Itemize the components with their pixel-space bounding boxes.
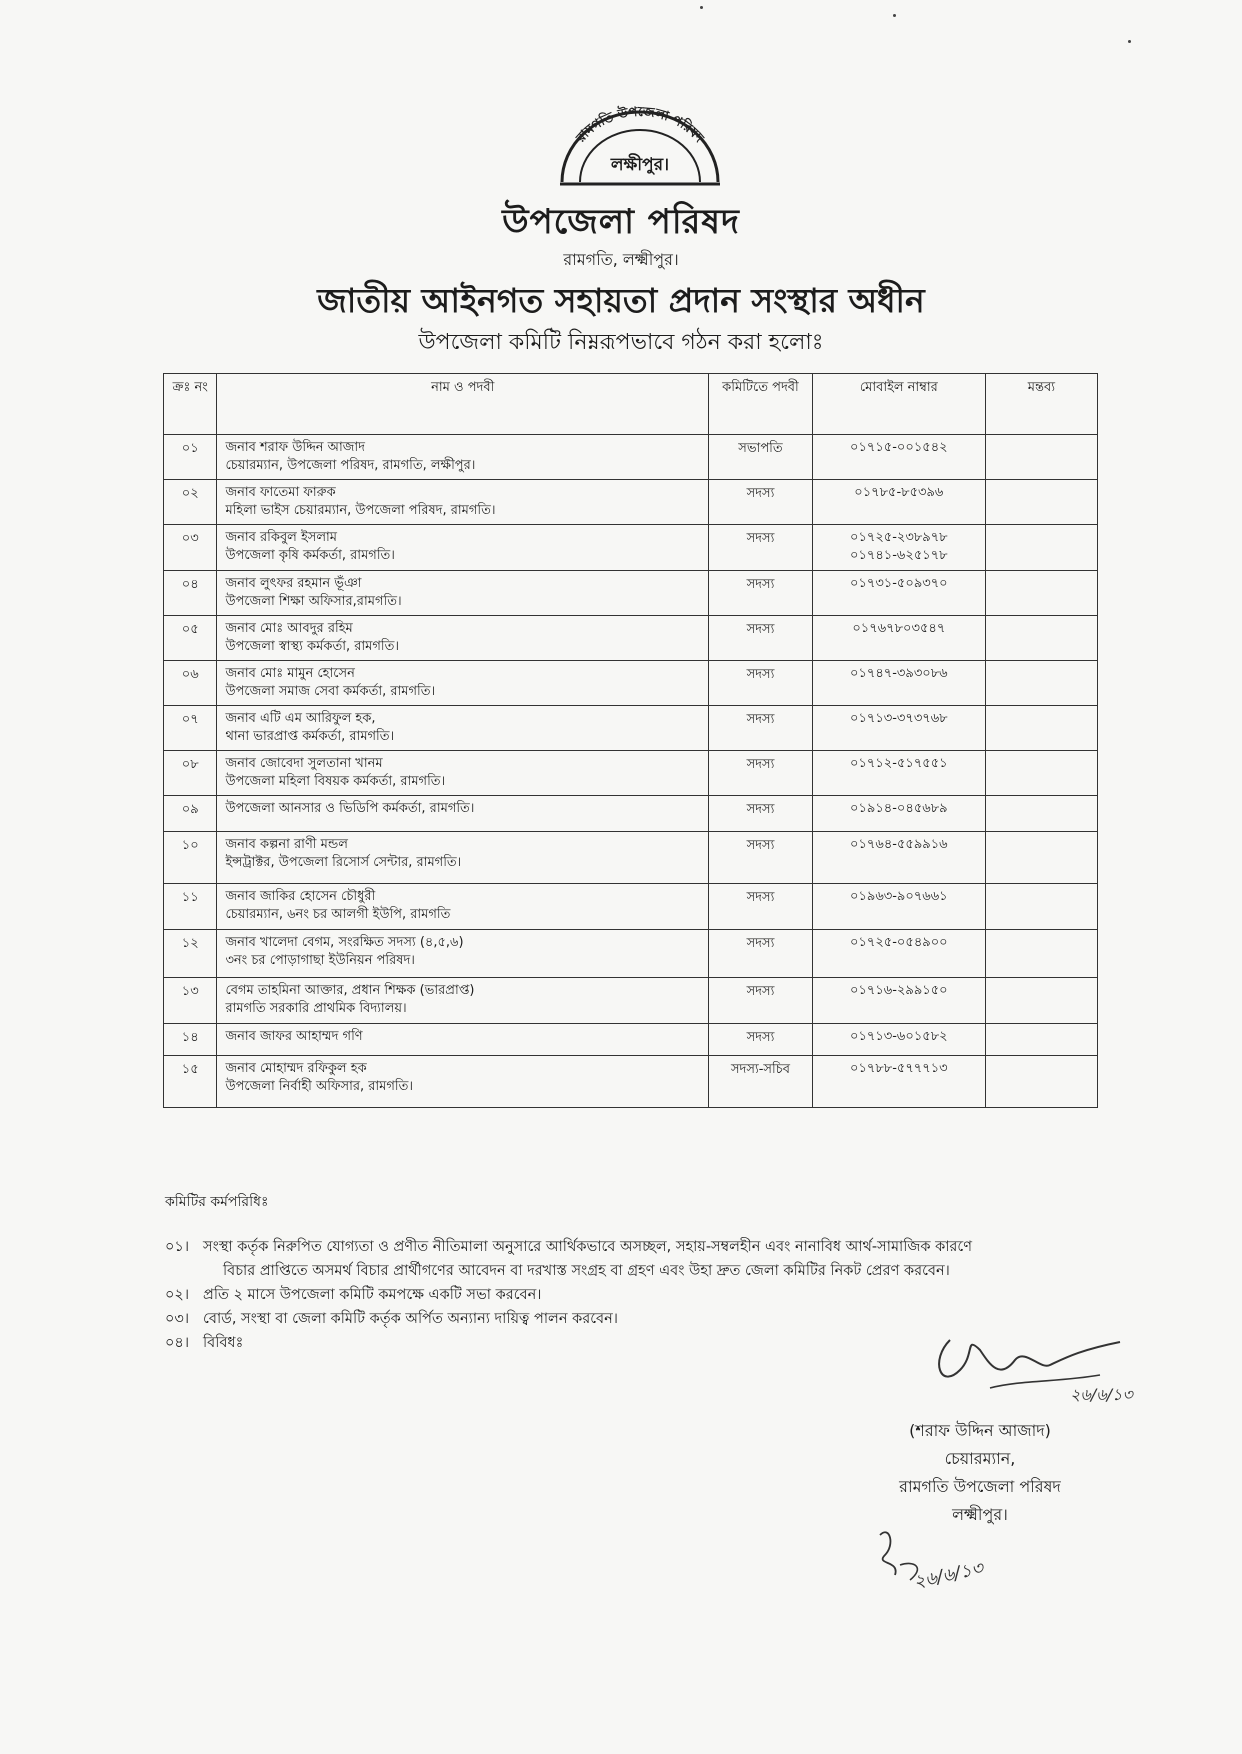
office-address: রামগতি, লক্ষ্মীপুর।	[563, 250, 679, 269]
table-row	[164, 616, 1098, 661]
office-title: উপজেলা পরিষদ	[502, 202, 740, 242]
row-remarks	[985, 832, 1097, 884]
initials-signature	[870, 1520, 1030, 1600]
table-row	[164, 480, 1098, 525]
member-name: জনাব মোহাম্মদ রফিকুল হক	[225, 1061, 367, 1076]
row-mobile-cell	[812, 480, 985, 525]
mobile-number: ০১৭১৩-৩৭৩৭৬৮	[850, 711, 948, 726]
member-designation: থানা ভারপ্রাপ্ত কর্মকর্তা, রামগতি।	[225, 729, 395, 744]
row-name-cell	[217, 751, 709, 796]
svg-text:রামগতি উপজেলা পরিষদ	[573, 104, 707, 147]
member-name: জনাব লুৎফর রহমান ভূঁঞা	[225, 576, 362, 591]
mobile-number: ০১৭১৩-৬০১৫৮২	[850, 1029, 948, 1044]
row-committee-role: সদস্য	[709, 480, 813, 525]
row-mobile-cell	[812, 751, 985, 796]
row-mobile-cell	[812, 1056, 985, 1108]
header-committee-role: কমিটিতে পদবী	[709, 374, 813, 435]
signature-date: ২৬/৬/১৩	[1070, 1385, 1133, 1404]
row-name-cell	[217, 930, 709, 978]
row-serial: ০১	[164, 435, 217, 480]
table-row	[164, 706, 1098, 751]
row-serial: ১০	[164, 832, 217, 884]
row-committee-role: সদস্য	[709, 796, 813, 832]
row-committee-role: সভাপতি	[709, 435, 813, 480]
mobile-number: ০১৭৪৭-৩৯৩০৮৬	[850, 666, 948, 681]
row-committee-role: সদস্য	[709, 930, 813, 978]
row-committee-role: সদস্য	[709, 978, 813, 1024]
row-remarks	[985, 1056, 1097, 1108]
member-designation: মহিলা ভাইস চেয়ারম্যান, উপজেলা পরিষদ, রামগতি।	[225, 503, 496, 518]
table-row	[164, 884, 1098, 930]
row-mobile-cell	[812, 930, 985, 978]
row-name-cell	[217, 435, 709, 480]
member-name: জনাব ফাতেমা ফারুক	[225, 485, 336, 500]
row-remarks	[985, 930, 1097, 978]
duty-item	[165, 1235, 1175, 1283]
header-mobile: মোবাইল নাম্বার	[812, 374, 985, 435]
row-mobile-cell	[812, 706, 985, 751]
mobile-number-secondary: ০১৭৪১-৬২৫১৭৮	[850, 548, 948, 563]
table-body	[164, 435, 1098, 1108]
table-row	[164, 930, 1098, 978]
signatory-title: চেয়ারম্যান,	[944, 1449, 1016, 1468]
mobile-number: ০১৭৬৭৮০৩৫৪৭	[852, 621, 946, 636]
speck	[893, 14, 896, 17]
row-remarks	[985, 661, 1097, 706]
duty-text: প্রতি ২ মাসে উপজেলা কমিটি কমপক্ষে একটি সভা করবেন।	[203, 1287, 542, 1303]
duty-text-continued: বিচার প্রাপ্তিতে অসমর্থ বিচার প্রার্থীগণের আবেদন বা দরখাস্ত সংগ্রহ বা গ্রহণ এবং উহা দ্রুত জেলা কমিটির নিকট প্রেরণ করবেন।	[223, 1263, 950, 1279]
row-serial: ০২	[164, 480, 217, 525]
row-name-cell	[217, 571, 709, 616]
row-mobile-cell	[812, 525, 985, 571]
duty-number: ০২।	[165, 1287, 190, 1303]
row-remarks	[985, 616, 1097, 661]
header-remarks: মন্তব্য	[985, 374, 1097, 435]
table-row	[164, 796, 1098, 832]
mobile-number: ০১৭২৫-০৫৪৯০০	[850, 935, 948, 950]
row-mobile-cell	[812, 978, 985, 1024]
duty-text: বোর্ড, সংস্থা বা জেলা কমিটি কর্তৃক অর্পিত অন্যান্য দায়িত্ব পালন করবেন।	[203, 1311, 618, 1327]
member-designation: চেয়ারম্যান, উপজেলা পরিষদ, রামগতি, লক্ষীপুর।	[225, 458, 476, 473]
signatory-office: রামগতি উপজেলা পরিষদ	[899, 1477, 1061, 1496]
member-designation: উপজেলা কৃষি কর্মকর্তা, রামগতি।	[225, 548, 395, 563]
member-designation: উপজেলা নির্বাহী অফিসার, রামগতি।	[225, 1079, 414, 1094]
member-name: জনাব মোঃ মামুন হোসেন	[225, 666, 355, 681]
row-serial: ০৭	[164, 706, 217, 751]
duty-text: বিবিধঃ	[203, 1335, 244, 1351]
member-designation: ৩নং চর পোড়াগাছা ইউনিয়ন পরিষদ।	[225, 953, 415, 968]
member-designation: চেয়ারম্যান, ৬নং চর আলগী ইউপি, রামগতি	[225, 907, 451, 922]
duty-item	[165, 1283, 1175, 1307]
header-serial: ক্রঃ নং	[164, 374, 217, 435]
row-remarks	[985, 480, 1097, 525]
table-row	[164, 571, 1098, 616]
row-name-cell	[217, 616, 709, 661]
duty-text: সংস্থা কর্তৃক নিরুপিত যোগ্যতা ও প্রণীত নীতিমালা অনুসারে আর্থিকভাবে অসচ্ছল, সহায়-সম্বলহীন এবং নানাবিধ আর্থ-সামাজিক কারণে	[203, 1239, 972, 1255]
mobile-number: ০১৭৬৪-৫৫৯৯১৬	[850, 837, 948, 852]
row-name-cell	[217, 884, 709, 930]
header-name: নাম ও পদবী	[217, 374, 709, 435]
member-name: জনাব এটি এম আরিফুল হক,	[225, 711, 376, 726]
row-name-cell	[217, 978, 709, 1024]
member-name: জনাব রকিবুল ইসলাম	[225, 530, 338, 545]
row-name-cell	[217, 706, 709, 751]
member-name: জনাব খালেদা বেগম, সংরক্ষিত সদস্য (৪,৫,৬)	[225, 935, 464, 950]
member-designation: উপজেলা সমাজ সেবা কর্মকর্তা, রামগতি।	[225, 684, 436, 699]
row-mobile-cell	[812, 884, 985, 930]
row-serial: ১১	[164, 884, 217, 930]
chairman-signature	[920, 1320, 1150, 1410]
row-serial: ১৩	[164, 978, 217, 1024]
table-row	[164, 661, 1098, 706]
table-row	[164, 978, 1098, 1024]
row-name-cell	[217, 525, 709, 571]
row-mobile-cell	[812, 832, 985, 884]
row-mobile-cell	[812, 616, 985, 661]
signatory-name: (শরাফ উদ্দিন আজাদ)	[909, 1421, 1051, 1440]
table-row	[164, 435, 1098, 480]
mobile-number: ০১৭১৫-০০১৫৪২	[850, 440, 948, 455]
row-serial: ০৪	[164, 571, 217, 616]
row-committee-role: সদস্য	[709, 661, 813, 706]
member-designation: রামগতি সরকারি প্রাথমিক বিদ্যালয়।	[225, 1001, 407, 1016]
member-name: জনাব মোঃ আবদুর রহিম	[225, 621, 353, 636]
duties-title: কমিটির কর্মপরিধিঃ	[165, 1194, 269, 1210]
member-designation: উপজেলা মহিলা বিষয়ক কর্মকর্তা, রামগতি।	[225, 774, 446, 789]
row-name-cell	[217, 832, 709, 884]
row-serial: ১৫	[164, 1056, 217, 1108]
member-designation: উপজেলা শিক্ষা অফিসার,রামগতি।	[225, 594, 402, 609]
mobile-number: ০১৭৮৫-৮৫৩৯৬	[854, 485, 944, 500]
row-mobile-cell	[812, 435, 985, 480]
row-mobile-cell	[812, 1024, 985, 1056]
document-subheading: উপজেলা কমিটি নিম্নরূপভাবে গঠন করা হলোঃ	[418, 330, 824, 355]
mobile-number: ০১৭৩১-৫০৯৩৭০	[850, 576, 948, 591]
row-serial: ১৪	[164, 1024, 217, 1056]
row-remarks	[985, 884, 1097, 930]
row-serial: ১২	[164, 930, 217, 978]
row-serial: ০৯	[164, 796, 217, 832]
row-name-cell	[217, 1056, 709, 1108]
row-committee-role: সদস্য	[709, 832, 813, 884]
row-committee-role: সদস্য-সচিব	[709, 1056, 813, 1108]
member-name: জনাব শরাফ উদ্দিন আজাদ	[225, 440, 365, 455]
table-row	[164, 1056, 1098, 1108]
row-remarks	[985, 1024, 1097, 1056]
row-committee-role: সদস্য	[709, 571, 813, 616]
row-remarks	[985, 978, 1097, 1024]
duty-number: ০৪।	[165, 1335, 190, 1351]
mobile-number: ০১৭১৬-২৯৯১৫০	[850, 983, 948, 998]
document-heading: জাতীয় আইনগত সহায়তা প্রদান সংস্থার অধীন	[317, 281, 925, 320]
member-name: উপজেলা আনসার ও ভিডিপি কর্মকর্তা, রামগতি।	[225, 801, 475, 816]
member-name: জনাব জোবেদা সুলতানা খানম	[225, 756, 383, 771]
speck	[1128, 40, 1131, 43]
mobile-number: ০১৭৮৮-৫৭৭৭১৩	[850, 1061, 948, 1076]
row-remarks	[985, 435, 1097, 480]
member-designation: ইন্সট্রাক্টর, উপজেলা রিসোর্স সেন্টার, রামগতি।	[225, 855, 462, 870]
row-serial: ০৫	[164, 616, 217, 661]
mobile-number: ০১৭১২-৫১৭৫৫১	[850, 756, 948, 771]
signatory-block	[860, 1417, 1100, 1529]
row-remarks	[985, 706, 1097, 751]
duty-number: ০১।	[165, 1239, 190, 1255]
row-committee-role: সদস্য	[709, 1024, 813, 1056]
table-row	[164, 751, 1098, 796]
row-remarks	[985, 751, 1097, 796]
member-designation: উপজেলা স্বাস্থ্য কর্মকর্তা, রামগতি।	[225, 639, 400, 654]
duty-number: ০৩।	[165, 1311, 190, 1327]
signatory-place: লক্ষ্মীপুর।	[952, 1505, 1008, 1524]
initials-date: ২৬/৬/১৩	[911, 1557, 986, 1593]
member-name: জনাব জাফর আহাম্মদ গণি	[225, 1029, 363, 1044]
table-row	[164, 832, 1098, 884]
row-serial: ০৩	[164, 525, 217, 571]
row-remarks	[985, 525, 1097, 571]
row-committee-role: সদস্য	[709, 525, 813, 571]
row-committee-role: সদস্য	[709, 884, 813, 930]
row-mobile-cell	[812, 661, 985, 706]
mobile-number: ০১৯১৪-০৪৫৬৮৯	[850, 801, 948, 816]
row-name-cell	[217, 480, 709, 525]
speck	[700, 6, 703, 9]
row-committee-role: সদস্য	[709, 706, 813, 751]
committee-table	[163, 373, 1098, 1108]
row-serial: ০৬	[164, 661, 217, 706]
row-mobile-cell	[812, 571, 985, 616]
row-remarks	[985, 571, 1097, 616]
row-committee-role: সদস্য	[709, 751, 813, 796]
upazila-seal	[540, 100, 740, 200]
member-name: জনাব কল্পনা রাণী মন্ডল	[225, 837, 348, 852]
row-serial: ০৮	[164, 751, 217, 796]
seal-center-text: লক্ষীপুর।	[610, 155, 670, 175]
row-mobile-cell	[812, 796, 985, 832]
seal-arc-text: রামগতি উপজেলা পরিষদ	[573, 104, 707, 146]
table-header-row	[164, 374, 1098, 435]
row-committee-role: সদস্য	[709, 616, 813, 661]
row-remarks	[985, 796, 1097, 832]
row-name-cell	[217, 661, 709, 706]
row-name-cell	[217, 796, 709, 832]
member-name: জনাব জাকির হোসেন চৌধুরী	[225, 889, 376, 904]
row-name-cell	[217, 1024, 709, 1056]
mobile-number: ০১৯৬৩-৯০৭৬৬১	[850, 889, 948, 904]
table-row	[164, 525, 1098, 571]
member-name: বেগম তাহমিনা আক্তার, প্রধান শিক্ষক (ভারপ্রাপ্ত)	[225, 983, 475, 998]
table-row	[164, 1024, 1098, 1056]
mobile-number: ০১৭২৫-২৩৮৯৭৮	[850, 530, 948, 545]
